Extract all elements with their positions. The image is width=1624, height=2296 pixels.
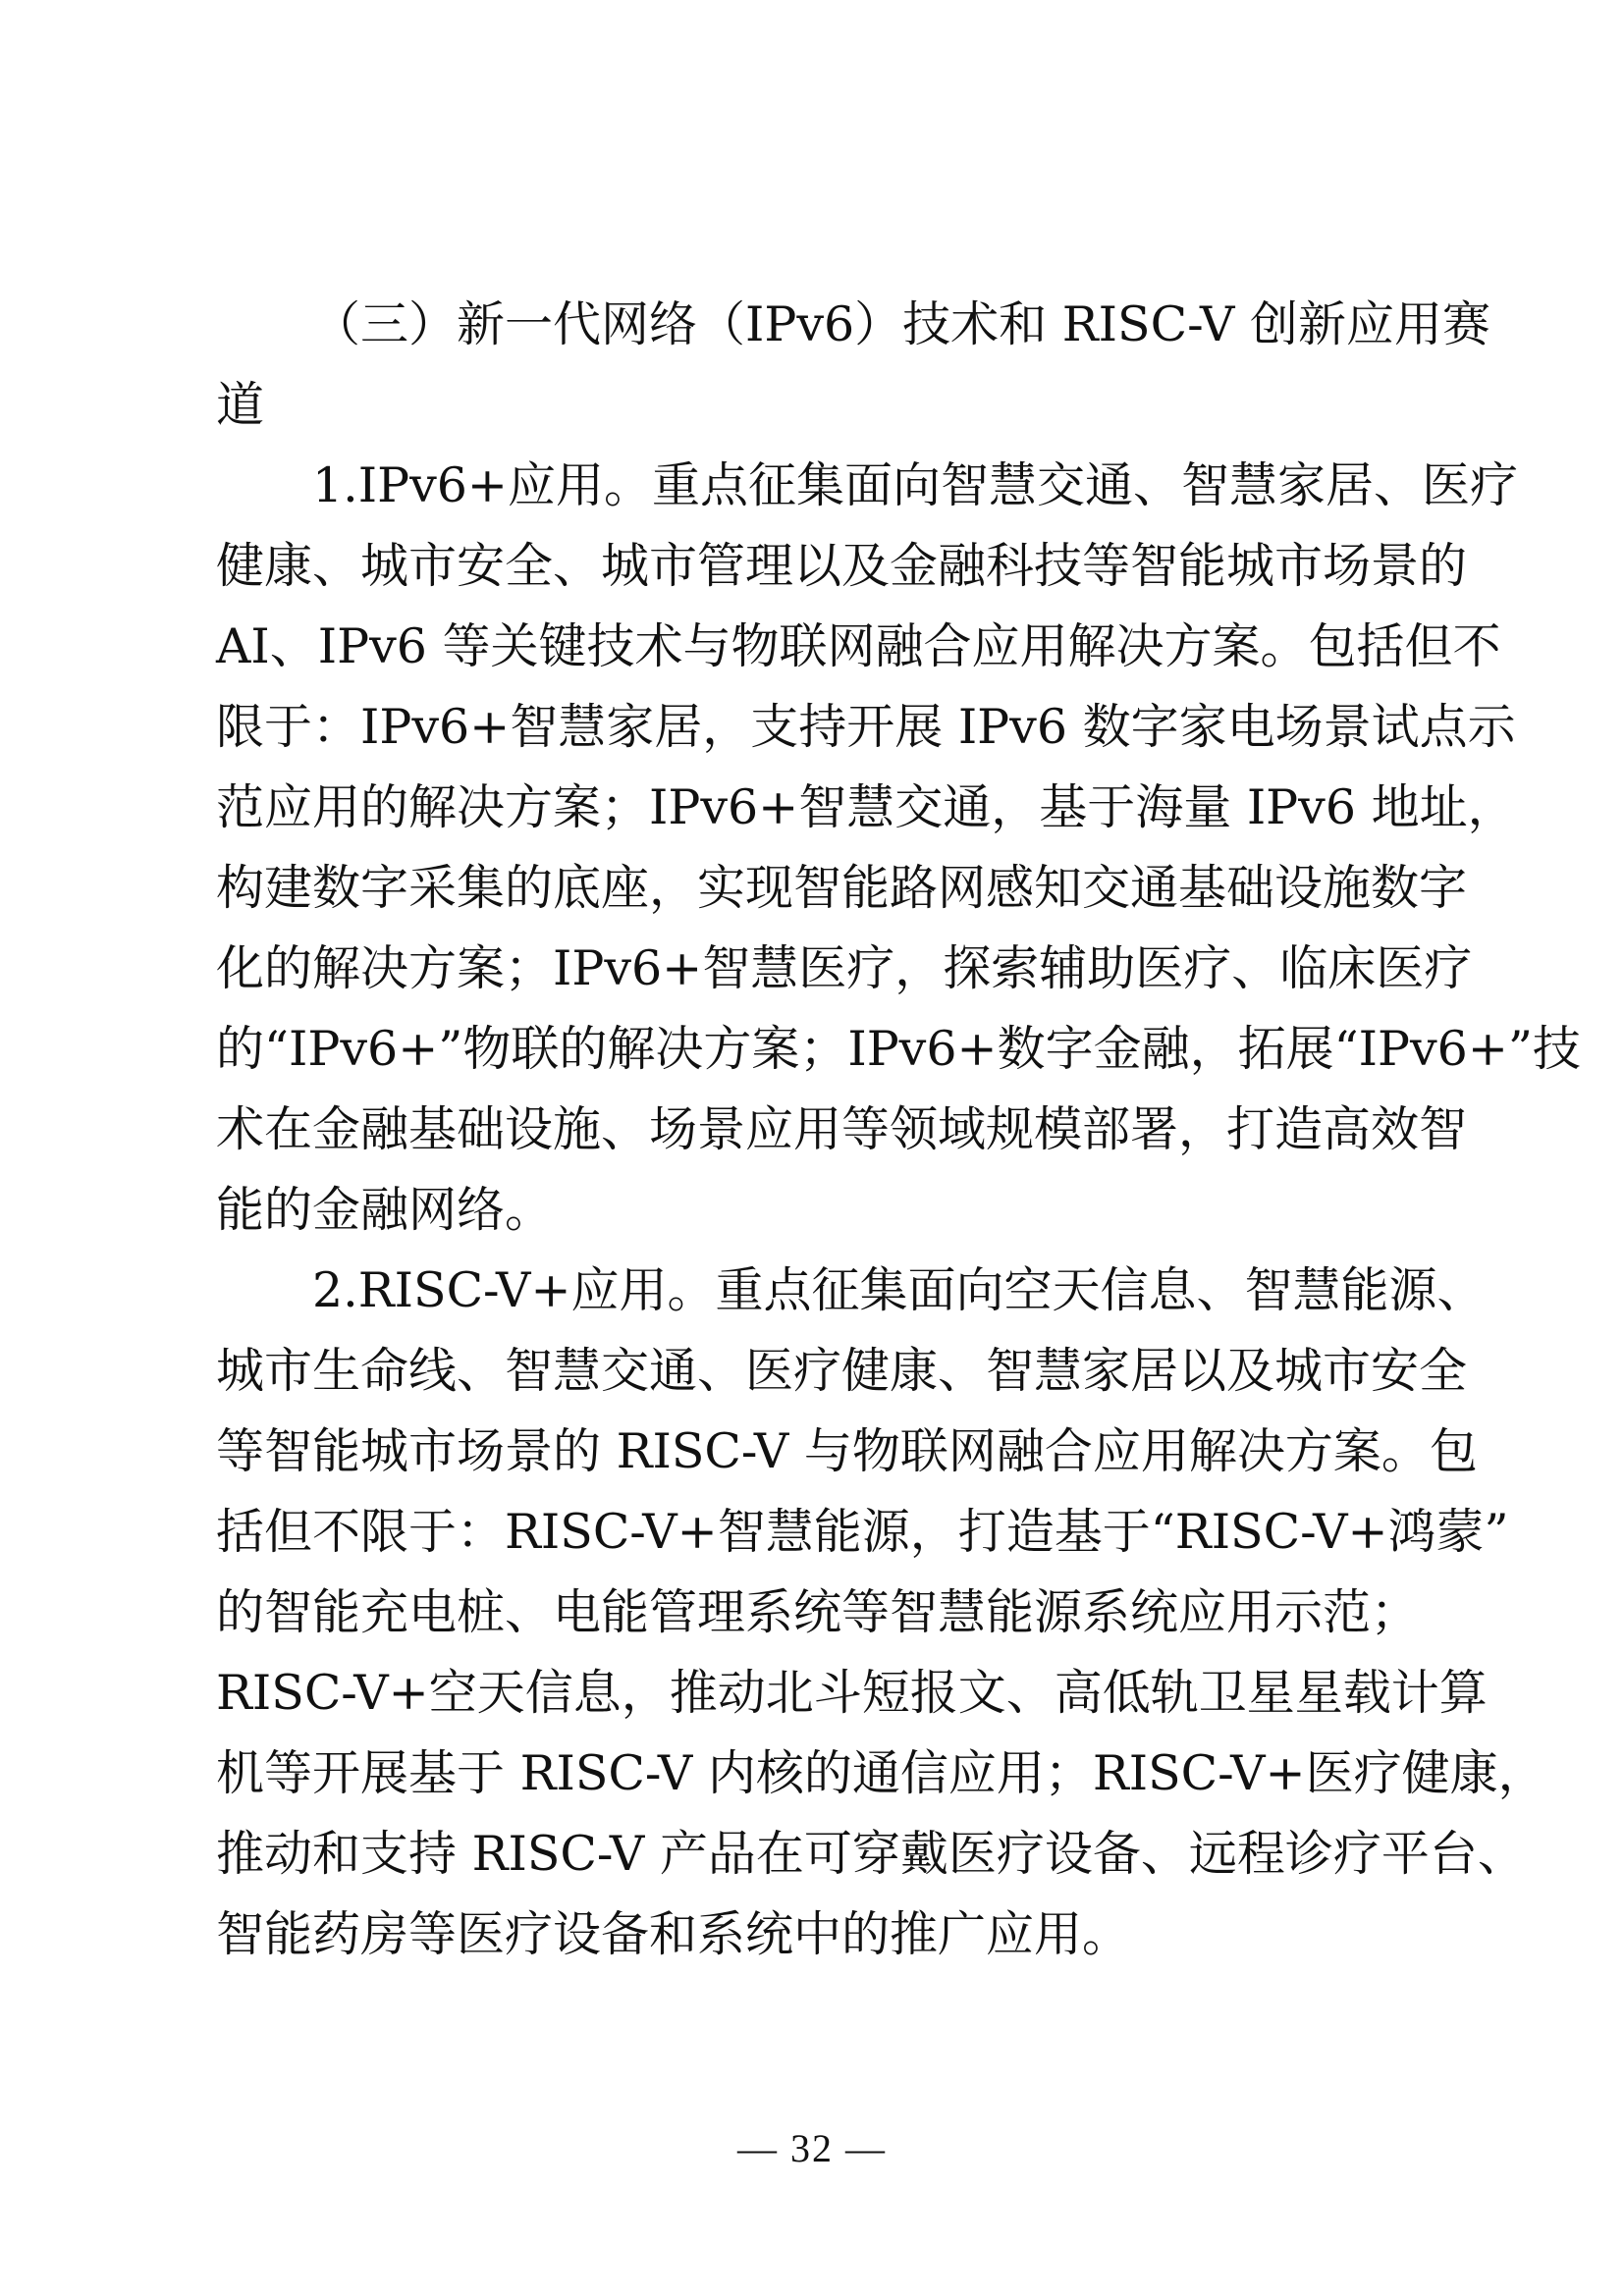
- paragraph-line: 能的金融网络。: [216, 1182, 554, 1238]
- page-body: [216, 285, 1581, 1975]
- paragraph-line: RISC-V+空天信息，推动北斗短报文、高低轨卫星星载计算: [216, 1665, 1488, 1721]
- paragraph-line: 等智能城市场景的 RISC-V 与物联网融合应用解决方案。包: [216, 1423, 1478, 1479]
- paragraph-line: 的智能充电桩、电能管理系统等智慧能源系统应用示范；: [216, 1584, 1420, 1640]
- paragraph-line: 机等开展基于 RISC-V 内核的通信应用；RISC-V+医疗健康，: [216, 1745, 1546, 1801]
- paragraph-line: 的“IPv6+”物联的解决方案；IPv6+数字金融，拓展“IPv6+”技: [216, 1021, 1581, 1077]
- paragraph-line: 范应用的解决方案；IPv6+智慧交通，基于海量 IPv6 地址，: [216, 779, 1516, 835]
- paragraph-line: 1.IPv6+应用。重点征集面向智慧交通、智慧家居、医疗: [312, 457, 1518, 513]
- paragraph-line: 括但不限于：RISC-V+智慧能源，打造基于“RISC-V+鸿蒙”: [216, 1504, 1509, 1560]
- paragraph-line: 智能药房等医疗设备和系统中的推广应用。: [216, 1906, 1131, 1962]
- paragraph-line: 构建数字采集的底座，实现智能路网感知交通基础设施数字: [216, 860, 1468, 916]
- paragraph-line: 化的解决方案；IPv6+智慧医疗，探索辅助医疗、临床医疗: [216, 940, 1473, 996]
- section-heading-line: （三）新一代网络（IPv6）技术和 RISC-V 创新应用赛: [312, 296, 1491, 352]
- paragraph-risc-v-application: [216, 1251, 1546, 1975]
- paragraph-line: 2.RISC-V+应用。重点征集面向空天信息、智慧能源、: [312, 1262, 1486, 1318]
- section-heading: [216, 285, 1491, 446]
- section-heading-line: 道: [216, 377, 265, 433]
- paragraph-line: 健康、城市安全、城市管理以及金融科技等智能城市场景的: [216, 538, 1468, 594]
- paragraph-line: AI、IPv6 等关键技术与物联网融合应用解决方案。包括但不: [216, 618, 1501, 674]
- paragraph-line: 推动和支持 RISC-V 产品在可穿戴医疗设备、远程诊疗平台、: [216, 1826, 1526, 1882]
- paragraph-line: 术在金融基础设施、场景应用等领域规模部署，打造高效智: [216, 1101, 1468, 1157]
- paragraph-ipv6-application: [216, 446, 1581, 1251]
- page-number: — 32 —: [737, 2126, 887, 2170]
- paragraph-line: 城市生命线、智慧交通、医疗健康、智慧家居以及城市安全: [216, 1343, 1468, 1399]
- paragraph-line: 限于：IPv6+智慧家居，支持开展 IPv6 数字家电场景试点示: [216, 699, 1516, 755]
